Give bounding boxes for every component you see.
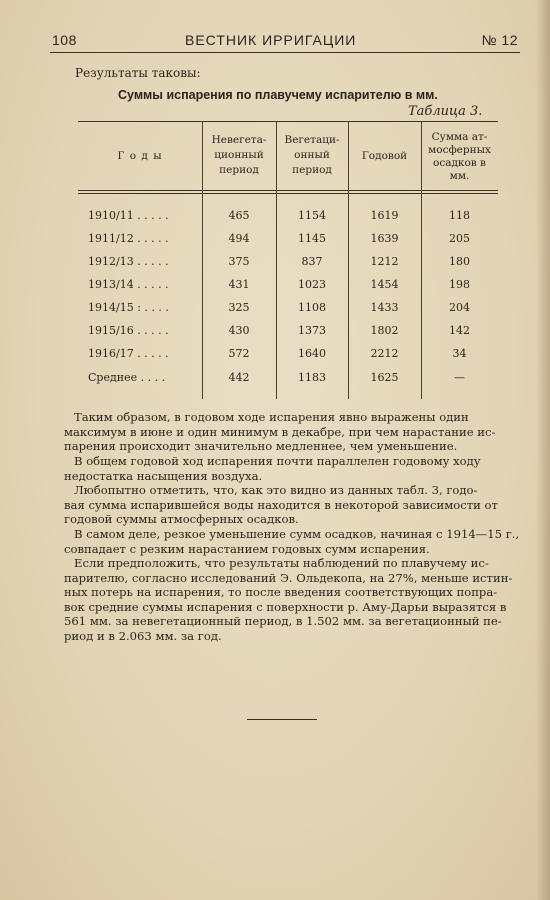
cell-precip: 180 bbox=[449, 255, 470, 268]
cell-annual: 1625 bbox=[370, 371, 399, 384]
evaporation-table bbox=[78, 121, 498, 401]
text-line: парения происходит значительно медленнее, чем уменьшение. bbox=[64, 439, 458, 453]
table-top-rule bbox=[78, 121, 498, 122]
paragraph bbox=[64, 483, 526, 527]
paragraph bbox=[64, 410, 526, 454]
cell-annual: 1454 bbox=[370, 278, 399, 291]
text-line: Если предположить, что результаты наблюдений по плавучему ис- bbox=[74, 556, 489, 570]
cell-nonveg: 442 bbox=[228, 371, 250, 384]
cell-veg: 1145 bbox=[298, 232, 326, 245]
cell-veg: 1023 bbox=[298, 278, 326, 291]
header-years: Г о д ы bbox=[117, 150, 163, 162]
cell-nonveg: 465 bbox=[228, 209, 250, 222]
header-veg-line: онный bbox=[294, 149, 330, 161]
text-line: вая сумма испарившейся воды находится в некоторой зависимости от bbox=[64, 497, 498, 512]
text-line: В самом деле, резкое уменьшение сумм осадков, начиная с 1914—15 г., bbox=[74, 527, 520, 541]
table-header-rule-double bbox=[78, 193, 498, 194]
header-annual-line: Годовой bbox=[361, 150, 408, 162]
text-line: В общем годовой ход испарения почти параллелен годовому ходу bbox=[74, 454, 481, 468]
cell-precip: 204 bbox=[449, 301, 470, 314]
cell-veg: 1640 bbox=[298, 347, 326, 360]
header-annual bbox=[348, 149, 421, 164]
cell-annual: 1212 bbox=[370, 255, 399, 268]
table-label: Таблица 3. bbox=[408, 104, 483, 119]
header-veg-line: период bbox=[292, 164, 332, 176]
cell-precip: 34 bbox=[452, 347, 467, 360]
cell-nonveg: 572 bbox=[228, 347, 250, 360]
cell-annual: 1802 bbox=[370, 324, 399, 337]
cell-year: 1911/12 . . . . . bbox=[88, 232, 169, 245]
table-title: Суммы испарения по плавучему испарителю в мм. bbox=[118, 88, 438, 102]
text-line: риод и в 2.063 мм. за год. bbox=[64, 628, 222, 643]
cell-year: 1915/16 . . . . . bbox=[88, 324, 169, 337]
cell-nonveg: 430 bbox=[228, 324, 250, 337]
header-nonveg bbox=[202, 133, 276, 178]
header-precip-line: мм. bbox=[449, 170, 470, 182]
cell-precip: 118 bbox=[449, 209, 470, 222]
paragraph bbox=[64, 454, 526, 483]
cell-veg: 1108 bbox=[298, 301, 326, 314]
header-veg-line: Вегетаци- bbox=[284, 134, 340, 146]
text-line: Таким образом, в годовом ходе испарения явно выражены один bbox=[74, 410, 469, 424]
text-line: совпадает с резким нарастанием годовых сумм испарения. bbox=[64, 541, 430, 556]
text-line: парителю, согласно исследований Э. Ольдекопа, на 27%, меньше истин- bbox=[64, 570, 513, 585]
cell-nonveg: 325 bbox=[228, 301, 250, 314]
cell-year: 1912/13 . . . . . bbox=[88, 255, 169, 268]
cell-nonveg: 431 bbox=[228, 278, 250, 291]
journal-title: ВЕСТНИК ИРРИГАЦИИ bbox=[185, 32, 357, 48]
header-precip bbox=[421, 131, 498, 183]
header-precip-line: осадков в bbox=[433, 157, 486, 169]
text-line: Любопытно отметить, что, как это видно из данных табл. 3, годо- bbox=[74, 483, 478, 497]
page-number: 108 bbox=[52, 32, 77, 48]
cell-veg: 1183 bbox=[298, 371, 326, 384]
cell-precip: 205 bbox=[449, 232, 470, 245]
cell-annual: 1619 bbox=[370, 209, 399, 222]
header-rule bbox=[50, 52, 520, 53]
page-header bbox=[50, 30, 520, 52]
end-rule bbox=[247, 719, 317, 720]
header-nonveg-line: ционный bbox=[214, 149, 264, 161]
cell-year: 1913/14 . . . . . bbox=[88, 278, 169, 291]
cell-nonveg: 494 bbox=[228, 232, 250, 245]
text-line: максимум в июне и один минимум в декабре, при чем нарастание ис- bbox=[64, 424, 496, 439]
issue-number: № 12 bbox=[481, 32, 518, 48]
cell-veg: 837 bbox=[301, 255, 323, 268]
header-precip-line: мосферных bbox=[428, 144, 491, 156]
text-line: годовой суммы атмосферных осадков. bbox=[64, 512, 299, 526]
paragraph bbox=[64, 527, 526, 556]
header-nonveg-line: период bbox=[219, 164, 259, 176]
cell-annual: 1433 bbox=[370, 301, 399, 314]
paragraph bbox=[64, 556, 526, 643]
text-line: ных потерь на испарения, то после введения соответствующих попра- bbox=[64, 585, 498, 599]
cell-year: 1916/17 . . . . . bbox=[88, 347, 169, 360]
page-edge-shadow bbox=[536, 0, 550, 900]
cell-precip: — bbox=[454, 371, 465, 384]
text-line: недостатка насыщения воздуха. bbox=[64, 468, 263, 483]
header-veg bbox=[276, 133, 348, 178]
cell-year: 1910/11 . . . . . bbox=[88, 209, 169, 222]
text-line: вок средние суммы испарения с поверхности р. Аму-Дарьи выразятся в bbox=[64, 599, 507, 614]
cell-year: 1914/15 : . . . . bbox=[88, 301, 169, 314]
intro-text: Результаты таковы: bbox=[75, 66, 201, 80]
cell-veg: 1154 bbox=[298, 209, 326, 222]
header-precip-line: Сумма ат- bbox=[431, 131, 488, 143]
cell-precip: 198 bbox=[449, 278, 470, 291]
header-nonveg-line: Невегета- bbox=[211, 134, 267, 146]
cell-annual: 1639 bbox=[370, 232, 399, 245]
cell-nonveg: 375 bbox=[228, 255, 250, 268]
cell-annual: 2212 bbox=[370, 347, 399, 360]
cell-precip: 142 bbox=[449, 324, 470, 337]
cell-year: Среднее . . . . bbox=[88, 371, 166, 384]
table-header-rule bbox=[78, 190, 498, 191]
cell-veg: 1373 bbox=[298, 324, 326, 337]
text-line: 561 мм. за невегетационный период, в 1.502 мм. за вегетационный пе- bbox=[64, 614, 502, 628]
